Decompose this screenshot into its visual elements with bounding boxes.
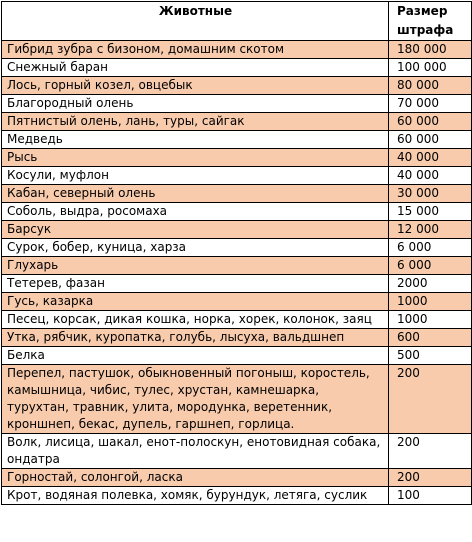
animal-cell: Благородный олень: [2, 95, 389, 113]
table-row: [2, 293, 472, 311]
animal-cell: Гусь, казарка: [2, 293, 389, 311]
animal-cell: Медведь: [2, 131, 389, 149]
fine-cell: 15 000: [389, 203, 472, 221]
table-row: [2, 275, 472, 293]
table-row: [2, 185, 472, 203]
animal-cell: Тетерев, фазан: [2, 275, 389, 293]
fine-cell: 180 000: [389, 41, 472, 59]
animal-cell: Кабан, северный олень: [2, 185, 389, 203]
animal-cell: Пятнистый олень, лань, туры, сайгак: [2, 113, 389, 131]
table-row: [2, 203, 472, 221]
animal-cell: Горностай, солонгой, ласка: [2, 469, 389, 487]
table-row: [2, 149, 472, 167]
fine-cell: 6 000: [389, 239, 472, 257]
animal-cell: Барсук: [2, 221, 389, 239]
animal-cell: Лось, горный козел, овцебык: [2, 77, 389, 95]
table-row: [2, 77, 472, 95]
fine-cell: 2000: [389, 275, 472, 293]
table-row: [2, 365, 472, 434]
animal-cell: Сурок, бобер, куница, харза: [2, 239, 389, 257]
fine-cell: 200: [389, 434, 472, 469]
animal-cell: Глухарь: [2, 257, 389, 275]
fine-cell: 30 000: [389, 185, 472, 203]
animal-cell: Волк, лисица, шакал, енот-полоскун, енотовидная собака, ондатра: [2, 434, 389, 469]
fine-cell: 500: [389, 347, 472, 365]
table-row: [2, 131, 472, 149]
fine-cell: 200: [389, 469, 472, 487]
column-header-animals: Животные: [2, 2, 389, 41]
table-row: [2, 434, 472, 469]
table-row: [2, 329, 472, 347]
table-row: [2, 239, 472, 257]
fine-cell: 40 000: [389, 167, 472, 185]
table-header-row: [2, 2, 472, 41]
table-row: [2, 311, 472, 329]
animal-cell: Снежный баран: [2, 59, 389, 77]
table-row: [2, 95, 472, 113]
fine-cell: 70 000: [389, 95, 472, 113]
fine-cell: 80 000: [389, 77, 472, 95]
column-header-fine: Размер штрафа: [389, 2, 472, 41]
fine-cell: 40 000: [389, 149, 472, 167]
animal-cell: Песец, корсак, дикая кошка, норка, хорек, колонок, заяц: [2, 311, 389, 329]
animal-cell: Перепел, пастушок, обыкновенный погоныш, коростель, камышница, чибис, тулес, хрустан, камнешарка, турухтан, травник, улита, мородунка, веретенник, кроншнеп, бекас, дупель, гаршнеп, горлица.: [2, 365, 389, 434]
fines-table: [1, 1, 472, 505]
table-row: [2, 347, 472, 365]
fine-cell: 1000: [389, 293, 472, 311]
table-row: [2, 487, 472, 505]
table-row: [2, 469, 472, 487]
animal-cell: Крот, водяная полевка, хомяк, бурундук, летяга, суслик: [2, 487, 389, 505]
table-body: [2, 41, 472, 505]
fine-cell: 60 000: [389, 113, 472, 131]
animal-cell: Рысь: [2, 149, 389, 167]
fine-cell: 200: [389, 365, 472, 434]
fine-cell: 100: [389, 487, 472, 505]
animal-cell: Утка, рябчик, куропатка, голубь, лысуха, вальдшнеп: [2, 329, 389, 347]
animal-cell: Гибрид зубра с бизоном, домашним скотом: [2, 41, 389, 59]
fine-cell: 60 000: [389, 131, 472, 149]
fine-cell: 600: [389, 329, 472, 347]
fine-cell: 1000: [389, 311, 472, 329]
table-row: [2, 59, 472, 77]
table-row: [2, 221, 472, 239]
fine-cell: 12 000: [389, 221, 472, 239]
table-row: [2, 167, 472, 185]
animal-cell: Косули, муфлон: [2, 167, 389, 185]
table-row: [2, 41, 472, 59]
animal-cell: Белка: [2, 347, 389, 365]
fine-cell: 100 000: [389, 59, 472, 77]
fine-cell: 6 000: [389, 257, 472, 275]
table-row: [2, 113, 472, 131]
table-row: [2, 257, 472, 275]
animal-cell: Соболь, выдра, росомаха: [2, 203, 389, 221]
